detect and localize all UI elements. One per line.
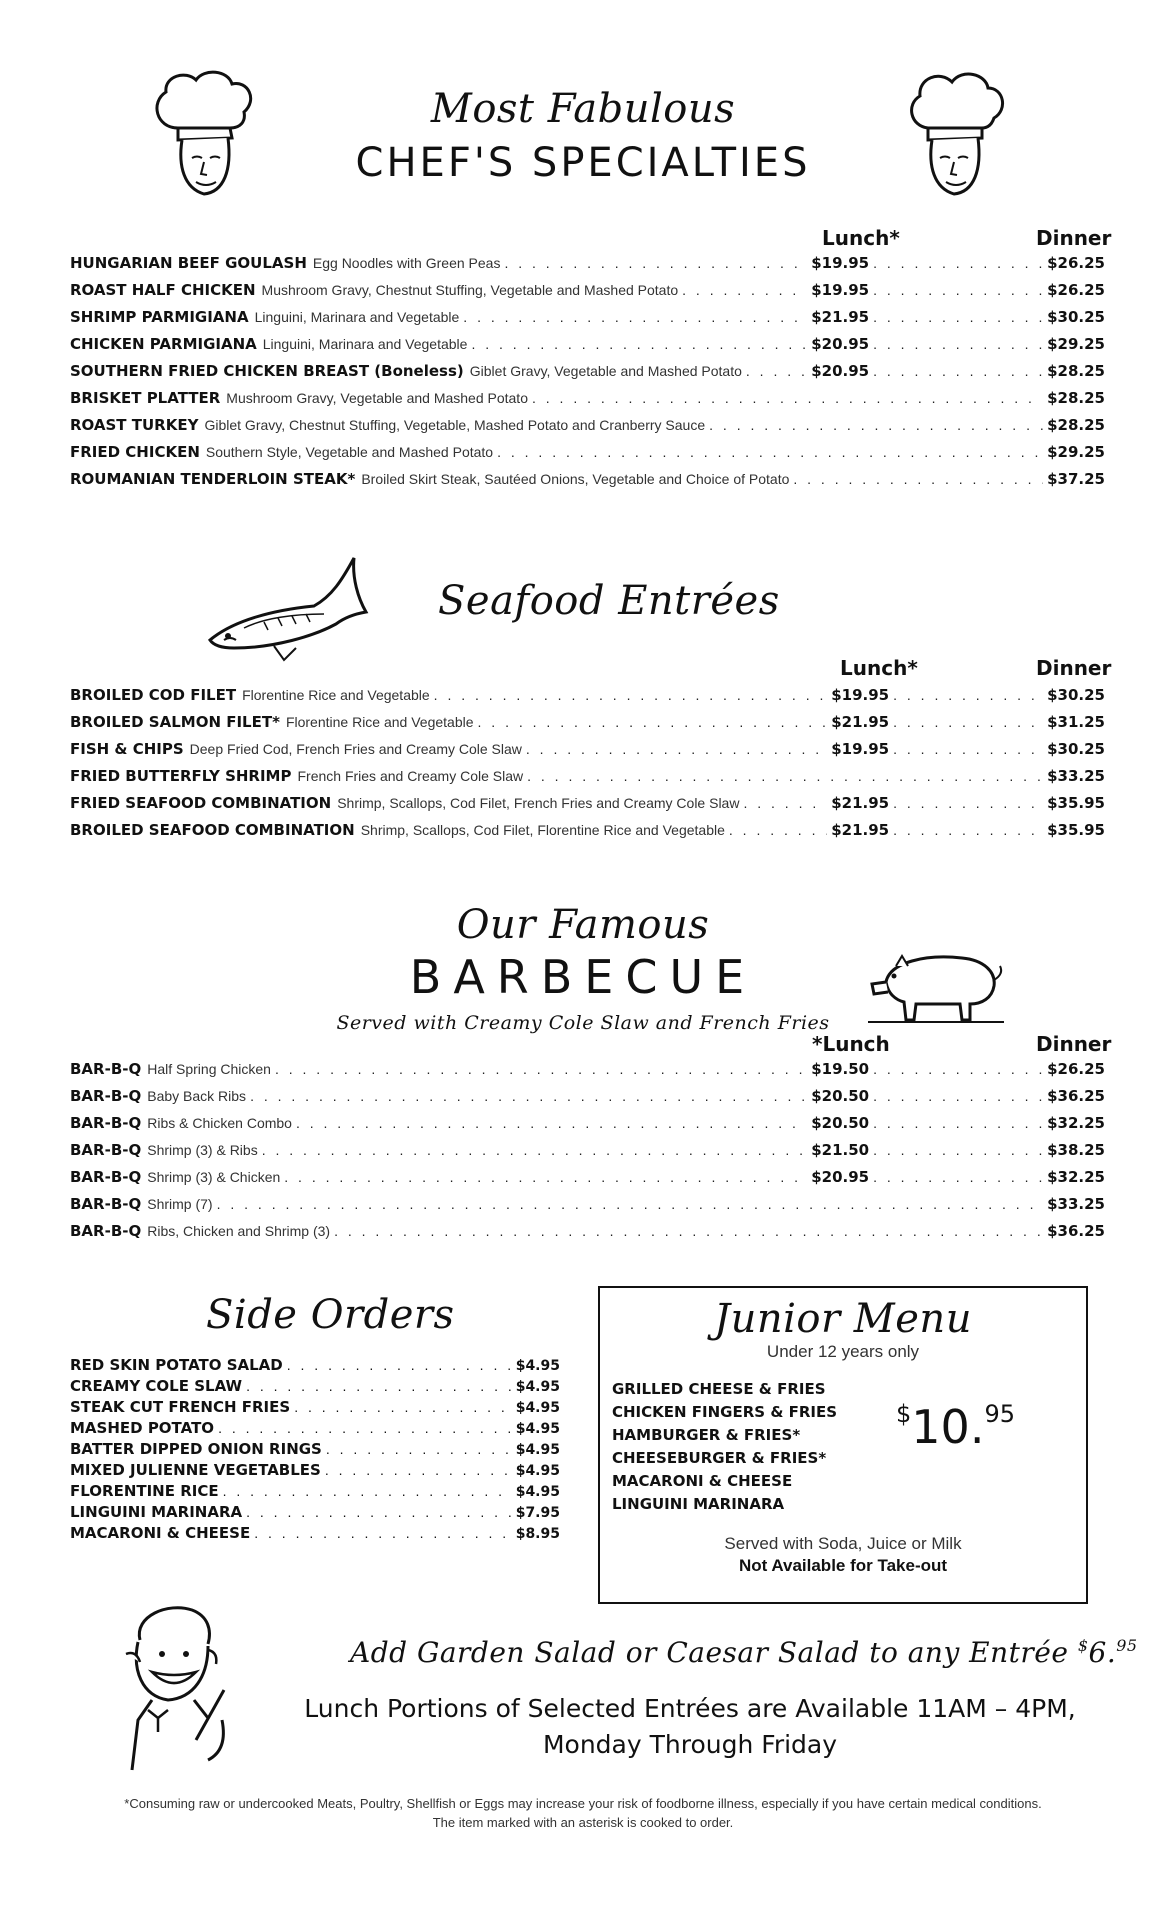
- barbecue-item: [70, 1087, 1105, 1113]
- junior-menu-item: HAMBURGER & FRIES*: [612, 1426, 801, 1444]
- dinner-price: $30.25: [1047, 740, 1105, 758]
- dot-leader: [682, 282, 807, 298]
- chef-specialty-item: [70, 308, 1105, 334]
- menu-item-name: BROILED COD FILET: [70, 686, 237, 704]
- dot-leader: [709, 417, 1043, 433]
- dinner-price: $32.25: [1047, 1114, 1105, 1132]
- lunch-portions-line-2: Monday Through Friday: [542, 1730, 838, 1759]
- side-order-price: $7.95: [515, 1505, 560, 1521]
- menu-item-description: Florentine Rice and Vegetable: [285, 714, 474, 730]
- dot-leader: [873, 309, 1043, 325]
- barbecue-item: [70, 1060, 1105, 1086]
- menu-item-description: Shrimp (3) & Chicken: [147, 1169, 281, 1185]
- dinner-price: $33.25: [1047, 767, 1105, 785]
- menu-item-description: French Fries and Creamy Cole Slaw: [297, 768, 524, 784]
- dot-leader: [873, 363, 1043, 379]
- dot-leader: [526, 741, 827, 757]
- dinner-price: $35.95: [1047, 794, 1105, 812]
- lunch-price: $19.95: [811, 254, 870, 272]
- dot-leader: [296, 1115, 807, 1131]
- menu-item-description: Shrimp, Scallops, Cod Filet, Florentine Rice and Vegetable: [360, 822, 725, 838]
- side-order-item: [70, 1419, 560, 1440]
- dinner-price: $36.25: [1047, 1222, 1105, 1240]
- dinner-price: $28.25: [1047, 416, 1105, 434]
- lunch-price: $19.95: [831, 686, 890, 704]
- menu-item-name: BAR-B-Q: [70, 1222, 142, 1240]
- menu-item-name: FRIED SEAFOOD COMBINATION: [70, 794, 332, 812]
- dot-leader: [873, 1169, 1043, 1185]
- menu-item-description: Mushroom Gravy, Chestnut Stuffing, Vegetable and Mashed Potato: [261, 282, 679, 298]
- chef-dinner-header: Dinner: [1036, 226, 1112, 250]
- side-order-name: MACARONI & CHEESE: [70, 1524, 251, 1542]
- dot-leader: [250, 1088, 807, 1104]
- dot-leader: [873, 1142, 1043, 1158]
- barbecue-script-title: Our Famous: [456, 902, 710, 948]
- dinner-price: $28.25: [1047, 389, 1105, 407]
- menu-item-name: BAR-B-Q: [70, 1060, 142, 1078]
- dot-leader: [287, 1357, 512, 1373]
- salad-add-on-text: Add Garden Salad or Caesar Salad to any Entrée: [350, 1636, 1069, 1669]
- seafood-item: [70, 686, 1105, 712]
- dot-leader: [532, 390, 1043, 406]
- dinner-price: $26.25: [1047, 281, 1105, 299]
- salad-price-cents: 95: [1116, 1636, 1138, 1655]
- side-order-name: STEAK CUT FRENCH FRIES: [70, 1398, 291, 1416]
- menu-item-name: FISH & CHIPS: [70, 740, 184, 758]
- dot-leader: [729, 822, 827, 838]
- menu-item-name: ROUMANIAN TENDERLOIN STEAK*: [70, 470, 356, 488]
- seafood-item: [70, 821, 1105, 847]
- side-order-item: [70, 1503, 560, 1524]
- dot-leader: [504, 255, 807, 271]
- lunch-price: $20.95: [811, 335, 870, 353]
- menu-item-name: SHRIMP PARMIGIANA: [70, 308, 249, 326]
- dot-leader: [873, 1115, 1043, 1131]
- dot-leader: [254, 1525, 511, 1541]
- side-order-item: [70, 1440, 560, 1461]
- menu-item-name: HUNGARIAN BEEF GOULASH: [70, 254, 307, 272]
- menu-item-name: ROAST HALF CHICKEN: [70, 281, 256, 299]
- side-order-price: $4.95: [515, 1400, 560, 1416]
- dinner-price: $28.25: [1047, 362, 1105, 380]
- dinner-price: $29.25: [1047, 443, 1105, 461]
- junior-menu-item: GRILLED CHEESE & FRIES: [612, 1380, 826, 1398]
- menu-item-description: Southern Style, Vegetable and Mashed Potato: [205, 444, 494, 460]
- menu-item-description: Linguini, Marinara and Vegetable: [262, 336, 468, 352]
- seafood-item: [70, 713, 1105, 739]
- dinner-price: $38.25: [1047, 1141, 1105, 1159]
- side-order-name: BATTER DIPPED ONION RINGS: [70, 1440, 322, 1458]
- menu-item-description: Shrimp (7): [147, 1196, 213, 1212]
- lunch-price: $21.95: [831, 821, 890, 839]
- barbecue-item: [70, 1195, 1105, 1221]
- dinner-price: $29.25: [1047, 335, 1105, 353]
- salad-price-dollar: $: [1077, 1636, 1089, 1655]
- dot-leader: [223, 1483, 512, 1499]
- waving-man-illustration: [112, 1600, 238, 1780]
- dinner-price: $36.25: [1047, 1087, 1105, 1105]
- lunch-price: $19.95: [811, 281, 870, 299]
- dot-leader: [746, 363, 807, 379]
- side-order-price: $4.95: [515, 1463, 560, 1479]
- dot-leader: [497, 444, 1043, 460]
- menu-item-description: Deep Fried Cod, French Fries and Creamy Cole Slaw: [189, 741, 522, 757]
- lunch-price: $21.95: [831, 794, 890, 812]
- menu-item-name: CHICKEN PARMIGIANA: [70, 335, 257, 353]
- bbq-dinner-header: Dinner: [1036, 1032, 1112, 1056]
- lunch-price: $21.95: [831, 713, 890, 731]
- seafood-item: [70, 794, 1105, 820]
- side-order-name: MIXED JULIENNE VEGETABLES: [70, 1461, 321, 1479]
- dinner-price: $26.25: [1047, 254, 1105, 272]
- dot-leader: [873, 255, 1043, 271]
- menu-item-description: Giblet Gravy, Chestnut Stuffing, Vegetable, Mashed Potato and Cranberry Sauce: [204, 417, 706, 433]
- junior-menu-item: CHICKEN FINGERS & FRIES: [612, 1403, 838, 1421]
- seafood-dinner-header: Dinner: [1036, 656, 1112, 680]
- menu-item-name: ROAST TURKEY: [70, 416, 199, 434]
- menu-item-description: Florentine Rice and Vegetable: [242, 687, 430, 703]
- menu-item-description: Baby Back Ribs: [147, 1088, 247, 1104]
- menu-item-description: Egg Noodles with Green Peas: [312, 255, 501, 271]
- barbecue-item: [70, 1222, 1105, 1248]
- menu-item-name: FRIED BUTTERFLY SHRIMP: [70, 767, 292, 785]
- side-order-name: CREAMY COLE SLAW: [70, 1377, 243, 1395]
- dot-leader: [284, 1169, 807, 1185]
- menu-item-name: BROILED SEAFOOD COMBINATION: [70, 821, 355, 839]
- side-order-item: [70, 1356, 560, 1377]
- menu-item-name: BAR-B-Q: [70, 1114, 142, 1132]
- side-order-name: FLORENTINE RICE: [70, 1482, 219, 1500]
- dot-leader: [326, 1441, 512, 1457]
- dot-leader: [743, 795, 827, 811]
- side-order-price: $4.95: [515, 1421, 560, 1437]
- dinner-price: $30.25: [1047, 308, 1105, 326]
- side-orders-title: Side Orders: [206, 1292, 455, 1338]
- dot-leader: [873, 282, 1043, 298]
- dot-leader: [325, 1462, 512, 1478]
- dot-leader: [218, 1420, 512, 1436]
- dot-leader: [893, 714, 1043, 730]
- bbq-lunch-header: *Lunch: [812, 1032, 890, 1056]
- side-order-name: LINGUINI MARINARA: [70, 1503, 243, 1521]
- dot-leader: [893, 741, 1043, 757]
- dot-leader: [873, 1061, 1043, 1077]
- dinner-price: $33.25: [1047, 1195, 1105, 1213]
- dot-leader: [893, 822, 1043, 838]
- menu-item-description: Giblet Gravy, Vegetable and Mashed Potato: [469, 363, 742, 379]
- junior-menu-note-takeout: Not Available for Take-out: [738, 1556, 948, 1575]
- chef-specialty-item: [70, 254, 1105, 280]
- junior-menu-item: CHEESEBURGER & FRIES*: [612, 1449, 827, 1467]
- dot-leader: [793, 471, 1043, 487]
- lunch-price: $20.95: [811, 362, 870, 380]
- menu-item-name: BROILED SALMON FILET*: [70, 713, 280, 731]
- barbecue-title: BARBECUE: [409, 950, 757, 1004]
- menu-item-name: BAR-B-Q: [70, 1087, 142, 1105]
- junior-menu-item: LINGUINI MARINARA: [612, 1495, 785, 1513]
- dot-leader: [246, 1504, 512, 1520]
- dot-leader: [294, 1399, 512, 1415]
- barbecue-item: [70, 1141, 1105, 1167]
- side-order-item: [70, 1482, 560, 1503]
- dot-leader: [246, 1378, 512, 1394]
- dot-leader: [893, 687, 1043, 703]
- dinner-price: $35.95: [1047, 821, 1105, 839]
- pig-illustration: [866, 942, 1006, 1026]
- dot-leader: [463, 309, 807, 325]
- chef-specialty-item: [70, 335, 1105, 361]
- chef-specialty-item: [70, 470, 1105, 496]
- menu-item-name: BAR-B-Q: [70, 1141, 142, 1159]
- menu-item-description: Broiled Skirt Steak, Sautéed Onions, Vegetable and Choice of Potato: [361, 471, 790, 487]
- chef-specialty-item: [70, 281, 1105, 307]
- junior-menu-items: [612, 1380, 837, 1518]
- footer-disclaimer: *Consuming raw or undercooked Meats, Poultry, Shellfish or Eggs may increase your risk of foodborne illness, especially if you have certain medical conditions.: [124, 1796, 1042, 1811]
- junior-menu-subtitle: Under 12 years only: [766, 1342, 920, 1361]
- lunch-price: $20.50: [811, 1087, 870, 1105]
- side-order-name: RED SKIN POTATO SALAD: [70, 1356, 283, 1374]
- side-order-price: $8.95: [515, 1526, 560, 1542]
- dot-leader: [334, 1223, 1043, 1239]
- dinner-price: $32.25: [1047, 1168, 1105, 1186]
- dot-leader: [873, 336, 1043, 352]
- dinner-price: $30.25: [1047, 686, 1105, 704]
- side-order-price: $4.95: [515, 1442, 560, 1458]
- menu-item-description: Ribs, Chicken and Shrimp (3): [147, 1223, 331, 1239]
- junior-menu-note-drinks: Served with Soda, Juice or Milk: [724, 1534, 962, 1553]
- dot-leader: [262, 1142, 807, 1158]
- side-order-price: $4.95: [515, 1484, 560, 1500]
- lunch-portions-line-1: Lunch Portions of Selected Entrées are Available 11AM – 4PM,: [304, 1694, 1076, 1723]
- dot-leader: [275, 1061, 807, 1077]
- chef-specialty-item: [70, 362, 1105, 388]
- chef-specialty-item: [70, 389, 1105, 415]
- junior-price-cents: 95: [984, 1400, 1015, 1428]
- lunch-price: $20.95: [811, 1168, 870, 1186]
- chef-specialty-item: [70, 416, 1105, 442]
- dot-leader: [471, 336, 807, 352]
- junior-menu-price: [896, 1400, 1015, 1454]
- menu-item-description: Ribs & Chicken Combo: [147, 1115, 292, 1131]
- lunch-price: $20.50: [811, 1114, 870, 1132]
- dinner-price: $37.25: [1047, 470, 1105, 488]
- junior-menu-box: [598, 1286, 1088, 1604]
- chef-specialties-script-title: Most Fabulous: [430, 86, 736, 132]
- barbecue-item: [70, 1114, 1105, 1140]
- dot-leader: [478, 714, 828, 730]
- menu-item-name: BAR-B-Q: [70, 1195, 142, 1213]
- menu-item-description: Shrimp, Scallops, Cod Filet, French Fries and Creamy Cole Slaw: [337, 795, 740, 811]
- chef-specialty-item: [70, 443, 1105, 469]
- fish-illustration: [204, 548, 374, 664]
- junior-menu-item: MACARONI & CHEESE: [612, 1472, 793, 1490]
- chef-lunch-header: Lunch*: [822, 226, 900, 250]
- lunch-price: $19.95: [831, 740, 890, 758]
- barbecue-subtitle: Served with Creamy Cole Slaw and French Fries: [336, 1012, 830, 1034]
- seafood-title: Seafood Entrées: [438, 578, 780, 624]
- lunch-price: $19.50: [811, 1060, 870, 1078]
- chef-specialties-title: CHEF'S SPECIALTIES: [355, 140, 811, 186]
- seafood-lunch-header: Lunch*: [840, 656, 918, 680]
- dinner-price: $31.25: [1047, 713, 1105, 731]
- side-order-price: $4.95: [515, 1379, 560, 1395]
- menu-item-description: Shrimp (3) & Ribs: [147, 1142, 258, 1158]
- salad-price: 6.: [1088, 1636, 1117, 1669]
- junior-price-main: 10.: [911, 1400, 985, 1454]
- menu-item-name: SOUTHERN FRIED CHICKEN BREAST (Boneless): [70, 362, 464, 380]
- side-order-item: [70, 1461, 560, 1482]
- dot-leader: [873, 1088, 1043, 1104]
- barbecue-item: [70, 1168, 1105, 1194]
- menu-item-name: FRIED CHICKEN: [70, 443, 200, 461]
- menu-item-name: BRISKET PLATTER: [70, 389, 221, 407]
- dot-leader: [893, 795, 1043, 811]
- salad-add-on-line: [350, 1636, 1138, 1669]
- side-order-price: $4.95: [515, 1358, 560, 1374]
- menu-item-description: Mushroom Gravy, Vegetable and Mashed Potato: [226, 390, 528, 406]
- side-order-item: [70, 1377, 560, 1398]
- menu-item-name: BAR-B-Q: [70, 1168, 142, 1186]
- menu-item-description: Half Spring Chicken: [147, 1061, 271, 1077]
- seafood-item: [70, 767, 1105, 793]
- dot-leader: [527, 768, 1043, 784]
- side-order-item: [70, 1398, 560, 1419]
- lunch-price: $21.50: [811, 1141, 870, 1159]
- side-order-item: [70, 1524, 560, 1545]
- junior-menu-title: Junior Menu: [714, 1296, 972, 1342]
- dinner-price: $26.25: [1047, 1060, 1105, 1078]
- footer-cooked-to-order-note: The item marked with an asterisk is cooked to order.: [432, 1815, 734, 1830]
- dot-leader: [217, 1196, 1044, 1212]
- seafood-item: [70, 740, 1105, 766]
- dot-leader: [434, 687, 827, 703]
- lunch-price: $21.95: [811, 308, 870, 326]
- junior-price-dollar: $: [896, 1400, 912, 1428]
- side-order-name: MASHED POTATO: [70, 1419, 215, 1437]
- menu-item-description: Linguini, Marinara and Vegetable: [254, 309, 460, 325]
